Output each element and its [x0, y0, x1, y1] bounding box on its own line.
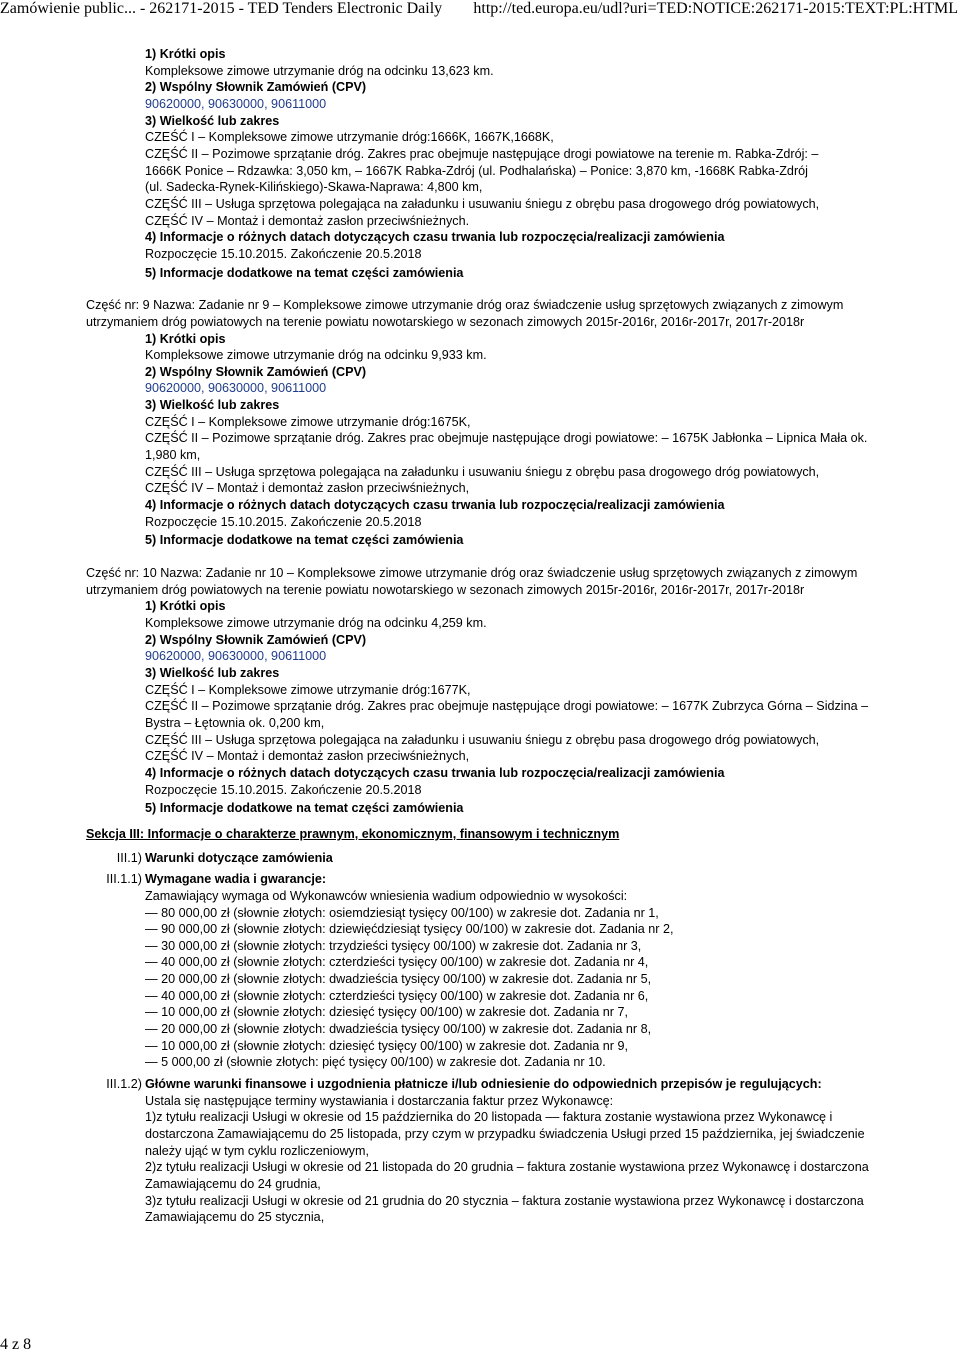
wadium-item: — 20 000,00 zł (słownie złotych: dwadzieścia tysięcy 00/100) w zakresie dot. Zadania nr 5,: [145, 972, 652, 987]
part10-cpv-codes[interactable]: 90620000, 90630000, 90611000: [145, 649, 327, 664]
part9-short-desc: Kompleksowe zimowe utrzymanie dróg na odcinku 9,933 km.: [145, 348, 487, 363]
part8-dates: Rozpoczęcie 15.10.2015. Zakończenie 20.5.2018: [145, 246, 422, 261]
part8-scope-line: (ul. Sadecka-Rynek-Kilińskiego)-Skawa-Naprawa: 4,800 km,: [145, 180, 483, 195]
section-iii11: [86, 871, 872, 888]
page-number-footer: 4 z 8: [0, 1336, 32, 1353]
part8-block: [86, 46, 872, 281]
section-iii12-title: Główne warunki finansowe i uzgodnienia płatnicze i/lub odniesienie do odpowiednich przepisów je regulujących:: [145, 1077, 822, 1092]
section-iii1-number: III.1): [116, 850, 142, 865]
part9-title: Część nr: 9 Nazwa: Zadanie nr 9 – Kompleksowe zimowe utrzymanie dróg oraz świadczenie usług sprzętowych związanych z zimowym utrzymaniem dróg powiatowych na terenie powiatu nowotarskiego w sezonach zimowych 2015r-2016r, 2016r-2017r, 2017r-2018r: [86, 298, 844, 329]
part10-scope-line: CZĘŚĆ II – Pozimowe sprzątanie dróg. Zakres prac obejmuje następujące drogi powiatowe: – 1677K Zubrzyca Górna – Sidzina – Bystra – Łętownia ok. 0,200 km,: [145, 699, 869, 730]
part8-scope-line: CZĘŚĆ III – Usługa sprzętowa polegająca na załadunku i usuwaniu śniegu z obrębu pasa drogowego dróg powiatowych,: [145, 196, 820, 211]
page-title-header: Zamówienie public... - 262171-2015 - TED Tenders Electronic Daily: [0, 0, 443, 17]
part10-short-desc-heading: 1) Krótki opis: [145, 599, 226, 614]
part9-scope-line: CZĘŚĆ I – Kompleksowe zimowe utrzymanie dróg:1675K,: [145, 414, 471, 429]
part10-cpv-heading: 2) Wspólny Słownik Zamówień (CPV): [145, 632, 367, 647]
part8-short-desc: Kompleksowe zimowe utrzymanie dróg na odcinku 13,623 km.: [145, 63, 494, 78]
part9-dates-heading: 4) Informacje o różnych datach dotyczących czasu trwania lub rozpoczęcia/realizacji zamówienia: [145, 498, 725, 513]
part10-title: Część nr: 10 Nazwa: Zadanie nr 10 – Kompleksowe zimowe utrzymanie dróg oraz świadczenie usług sprzętowych związanych z zimowym utrzymaniem dróg powiatowych na terenie powiatu nowotarskiego w sezonach zimowych 2015r-2016r, 2016r-2017r, 2017r-2018r: [86, 566, 858, 597]
part10-scope-heading: 3) Wielkość lub zakres: [145, 665, 280, 680]
part10-dates-heading: 4) Informacje o różnych datach dotyczących czasu trwania lub rozpoczęcia/realizacji zamówienia: [145, 765, 725, 780]
wadium-item: — 30 000,00 zł (słownie złotych: trzydzieści tysięcy 00/100) w zakresie dot. Zadania nr 3,: [145, 938, 642, 953]
part8-scope-heading: 3) Wielkość lub zakres: [145, 113, 280, 128]
wadium-item: — 5 000,00 zł (słownie złotych: pięć tysięcy 00/100) w zakresie dot. Zadania nr 10.: [145, 1055, 606, 1070]
wadium-item: — 40 000,00 zł (słownie złotych: czterdzieści tysięcy 00/100) w zakresie dot. Zadania nr 4,: [145, 955, 649, 970]
section-iii12-number: III.1.2): [106, 1077, 142, 1092]
part8-scope-line: CZĘŚĆ IV – Montaż i demontaż zasłon przeciwśnieżnych.: [145, 213, 470, 228]
part9-cpv-heading: 2) Wspólny Słownik Zamówień (CPV): [145, 364, 367, 379]
wadium-item: — 90 000,00 zł (słownie złotych: dziewięćdziesiąt tysięcy 00/100) w zakresie dot. Zadania nr 2,: [145, 922, 674, 937]
part10-scope-line: CZĘŚĆ III – Usługa sprzętowa polegająca na załadunku i usuwaniu śniegu z obrębu pasa drogowego dróg powiatowych,: [145, 732, 820, 747]
browser-print-header: [0, 0, 960, 24]
part9-dates: Rozpoczęcie 15.10.2015. Zakończenie 20.5.2018: [145, 514, 422, 529]
part10-scope-line: CZĘŚĆ I – Kompleksowe zimowe utrzymanie dróg:1677K,: [145, 682, 471, 697]
part9-block: [86, 331, 872, 550]
payment-term: 1)z tytułu realizacji Usługi w okresie od 15 października do 20 listopada –– faktura zostanie wystawiona przez Wykonawcę i dostarczona Zamawiającemu do 25 listopada, przy czym w przypadku świadczenia Usługi przed 15 października, jej świadczenie należy ująć w tym cyklu rozliczeniowym,: [145, 1110, 865, 1158]
payment-term: 3)z tytułu realizacji Usługi w okresie od 21 grudnia do 20 stycznia – faktura zostanie wystawiona przez Wykonawcę i dostarczona Zamawiającemu do 25 stycznia,: [145, 1193, 864, 1225]
section-iii11-title: Wymagane wadia i gwarancje:: [145, 872, 327, 887]
notice-document: [86, 46, 872, 1226]
part9-scope-line: CZĘŚĆ II – Pozimowe sprzątanie dróg. Zakres prac obejmuje następujące drogi powiatowe: – 1675K Jabłonka – Lipnica Mała ok. 1,980 km,: [145, 431, 868, 463]
part8-additional-heading: 5) Informacje dodatkowe na temat części zamówienia: [145, 265, 464, 280]
part9-scope-line: CZĘŚĆ III – Usługa sprzętowa polegająca na załadunku i usuwaniu śniegu z obrębu pasa drogowego dróg powiatowych,: [145, 464, 820, 479]
wadium-item: — 10 000,00 zł (słownie złotych: dziesięć tysięcy 00/100) w zakresie dot. Zadania nr 7,: [145, 1005, 628, 1020]
part8-cpv-heading: 2) Wspólny Słownik Zamówień (CPV): [145, 80, 367, 95]
payment-term: 2)z tytułu realizacji Usługi w okresie od 21 listopada do 20 grudnia – faktura zostanie wystawiona przez Wykonawcę i dostarczona Zamawiającemu do 24 grudnia,: [145, 1160, 869, 1191]
section3-heading: Sekcja III: Informacje o charakterze prawnym, ekonomicznym, finansowym i technicznym: [86, 826, 620, 841]
wadium-item: — 10 000,00 zł (słownie złotych: dziesięć tysięcy 00/100) w zakresie dot. Zadania nr 9,: [145, 1038, 628, 1053]
section-iii12: [86, 1076, 872, 1093]
payment-intro: Ustala się następujące terminy wystawiania i dostarczania faktur przez Wykonawcę:: [145, 1093, 614, 1108]
wadium-intro: Zamawiający wymaga od Wykonawców wniesienia wadium odpowiednio w wysokości:: [145, 888, 628, 903]
part8-scope-line: CZĘŚĆ II – Pozimowe sprzątanie dróg. Zakres prac obejmuje następujące drogi powiatowe na terenie m. Rabka-Zdrój: –: [145, 146, 819, 161]
part8-cpv-codes[interactable]: 90620000, 90630000, 90611000: [145, 96, 327, 111]
part8-short-desc-heading: 1) Krótki opis: [145, 47, 226, 61]
wadium-item: — 20 000,00 zł (słownie złotych: dwadzieścia tysięcy 00/100) w zakresie dot. Zadania nr 8,: [145, 1022, 652, 1037]
part9-scope-heading: 3) Wielkość lub zakres: [145, 398, 280, 413]
part8-scope-line: CZEŚĆ I – Kompleksowe zimowe utrzymanie dróg:1666K, 1667K,1668K,: [145, 130, 554, 145]
part10-block: [86, 598, 872, 817]
part10-scope-line: CZĘŚĆ IV – Montaż i demontaż zasłon przeciwśnieżnych,: [145, 749, 470, 764]
part8-dates-heading: 4) Informacje o różnych datach dotyczących czasu trwania lub rozpoczęcia/realizacji zamówienia: [145, 230, 725, 245]
part9-additional-heading: 5) Informacje dodatkowe na temat części zamówienia: [145, 533, 464, 548]
wadium-item: — 80 000,00 zł (słownie złotych: osiemdziesiąt tysięcy 00/100) w zakresie dot. Zadania nr 1,: [145, 905, 659, 920]
page-url-header: http://ted.europa.eu/udl?uri=TED:NOTICE:262171-2015:TEXT:PL:HTML: [473, 0, 958, 17]
part9-cpv-codes[interactable]: 90620000, 90630000, 90611000: [145, 381, 327, 396]
part8-scope-line: 1666K Ponice – Rdzawka: 3,050 km, – 1667K Rabka-Zdrój (ul. Podhalańska) – Ponice: 3,870 km, -1668K Rabka-Zdrój: [145, 163, 808, 178]
section-iii1-title: Warunki dotyczące zamówienia: [145, 850, 333, 865]
section-iii11-number: III.1.1): [106, 872, 142, 887]
part10-additional-heading: 5) Informacje dodatkowe na temat części zamówienia: [145, 801, 464, 816]
part10-short-desc: Kompleksowe zimowe utrzymanie dróg na odcinku 4,259 km.: [145, 616, 487, 630]
part10-dates: Rozpoczęcie 15.10.2015. Zakończenie 20.5.2018: [145, 782, 422, 797]
part9-short-desc-heading: 1) Krótki opis: [145, 331, 226, 346]
part9-scope-line: CZĘŚĆ IV – Montaż i demontaż zasłon przeciwśnieżnych,: [145, 481, 470, 496]
section-iii1: [86, 850, 872, 867]
wadium-item: — 40 000,00 zł (słownie złotych: czterdzieści tysięcy 00/100) w zakresie dot. Zadania nr 6,: [145, 988, 649, 1003]
